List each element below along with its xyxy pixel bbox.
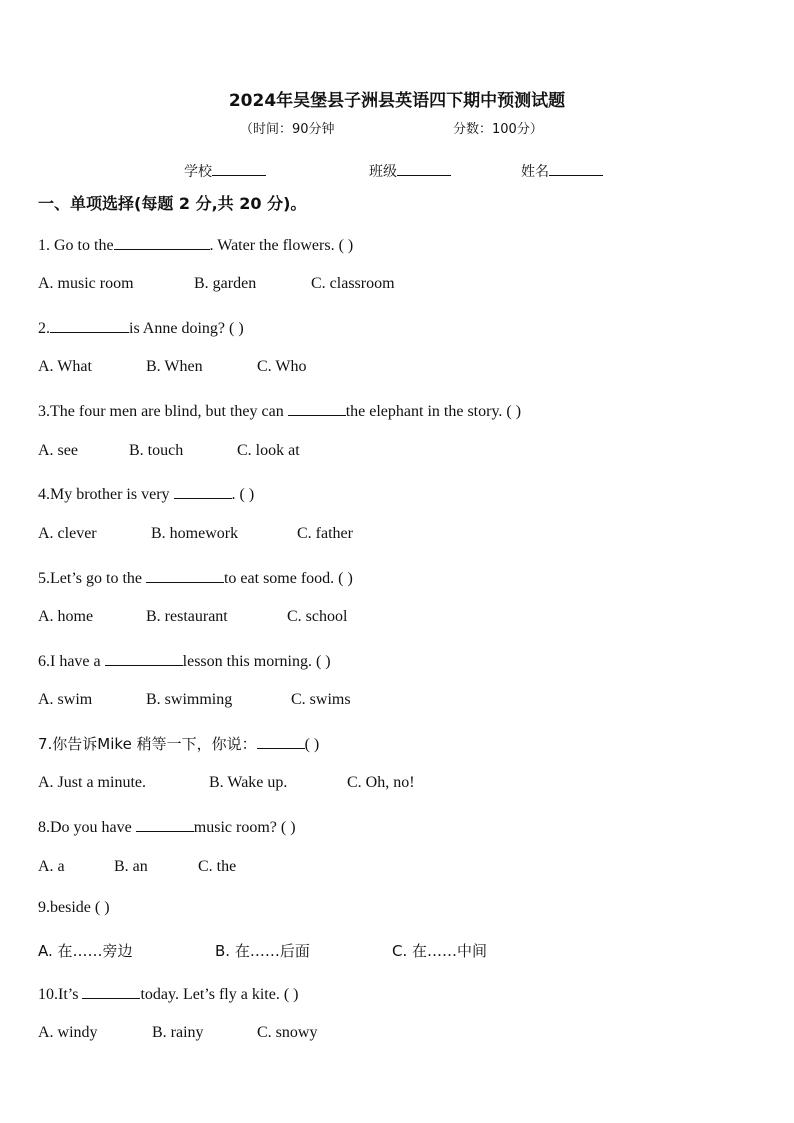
option-c[interactable]: C. school xyxy=(287,608,348,625)
answer-blank[interactable] xyxy=(146,567,224,583)
page-title: 2024年吴堡县子洲县英语四下期中预测试题 xyxy=(228,91,566,111)
question-7 xyxy=(38,733,319,754)
question-text: 2. xyxy=(38,320,50,337)
question-1 xyxy=(38,234,353,255)
option-c[interactable]: C. snowy xyxy=(257,1024,318,1041)
option-a[interactable]: A. a xyxy=(38,858,65,875)
option-b[interactable]: B. rainy xyxy=(152,1024,204,1041)
option-b[interactable]: B. When xyxy=(146,358,203,375)
option-a[interactable]: A. swim xyxy=(38,691,93,708)
class-label: 班级 xyxy=(369,164,397,180)
question-text: today. Let’s fly a kite. ( ) xyxy=(140,986,299,1003)
question-5 xyxy=(38,567,353,588)
option-b[interactable]: B. an xyxy=(114,858,148,875)
question-10 xyxy=(38,983,298,1004)
school-blank[interactable] xyxy=(212,161,266,176)
question-6 xyxy=(38,650,331,671)
answer-blank[interactable] xyxy=(288,400,346,416)
question-9 xyxy=(38,899,110,917)
question-2 xyxy=(38,317,244,338)
exam-info xyxy=(240,118,543,137)
option-b[interactable]: B. garden xyxy=(194,275,257,292)
question-text: . ( ) xyxy=(231,486,255,503)
option-c[interactable]: C. look at xyxy=(237,442,300,459)
name-blank[interactable] xyxy=(549,161,603,176)
question-text: 7.你告诉Mike 稍等一下，你说： xyxy=(38,735,257,753)
question-text: music room? ( ) xyxy=(193,819,296,836)
question-text: 5.Let’s go to the xyxy=(38,570,146,587)
option-a[interactable]: A. Just a minute. xyxy=(38,774,146,791)
option-b[interactable]: B. 在……后面 xyxy=(215,942,310,960)
question-text: 3.The four men are blind, but they can xyxy=(38,403,288,420)
option-c[interactable]: C. Oh, no! xyxy=(347,774,415,791)
question-text: lesson this morning. ( ) xyxy=(182,653,331,670)
option-a[interactable]: A. 在……旁边 xyxy=(38,942,133,960)
question-text: 10.It’s xyxy=(38,986,83,1003)
section-heading: 一、单项选择(每题 2 分,共 20 分)。 xyxy=(38,194,307,213)
option-a[interactable]: A. windy xyxy=(38,1024,98,1041)
question-text: to eat some food. ( ) xyxy=(223,570,353,587)
question-text: 6.I have a xyxy=(38,653,105,670)
question-text: 4.My brother is very xyxy=(38,486,174,503)
question-text: ( ) xyxy=(304,736,320,753)
question-text: . Water the flowers. ( ) xyxy=(209,237,354,254)
exam-time: （时间：90分钟 xyxy=(240,122,335,137)
option-a[interactable]: A. see xyxy=(38,442,78,459)
name-label: 姓名 xyxy=(521,164,549,180)
question-3 xyxy=(38,400,521,421)
option-a[interactable]: A. clever xyxy=(38,525,97,542)
question-text: 8.Do you have xyxy=(38,819,136,836)
school-field[interactable] xyxy=(184,161,266,181)
answer-blank[interactable] xyxy=(174,483,232,499)
option-b[interactable]: B. homework xyxy=(151,525,239,542)
answer-blank[interactable] xyxy=(114,234,210,250)
option-c[interactable]: C. classroom xyxy=(311,275,395,292)
question-text: is Anne doing? ( ) xyxy=(129,320,244,337)
option-a[interactable]: A. home xyxy=(38,608,94,625)
answer-blank[interactable] xyxy=(82,983,140,999)
option-c[interactable]: C. Who xyxy=(257,358,307,375)
answer-blank[interactable] xyxy=(105,650,183,666)
exam-score: 分数：100分） xyxy=(453,122,543,137)
option-b[interactable]: B. swimming xyxy=(146,691,233,708)
answer-blank[interactable] xyxy=(257,733,305,749)
answer-blank[interactable] xyxy=(50,317,129,333)
question-4 xyxy=(38,483,254,504)
option-c[interactable]: C. 在……中间 xyxy=(392,942,488,960)
name-field[interactable] xyxy=(521,161,603,181)
option-c[interactable]: C. swims xyxy=(291,691,351,708)
question-text: the elephant in the story. ( ) xyxy=(345,403,522,420)
question-text: 9.beside ( ) xyxy=(38,899,110,916)
option-b[interactable]: B. restaurant xyxy=(146,608,228,625)
option-c[interactable]: C. father xyxy=(297,525,353,542)
option-b[interactable]: B. touch xyxy=(129,442,184,459)
student-info-fields xyxy=(0,161,794,181)
question-text: 1. Go to the xyxy=(38,237,114,254)
class-blank[interactable] xyxy=(397,161,451,176)
option-c[interactable]: C. the xyxy=(198,858,237,875)
option-a[interactable]: A. What xyxy=(38,358,92,375)
class-field[interactable] xyxy=(369,161,451,181)
school-label: 学校 xyxy=(184,164,212,180)
option-a[interactable]: A. music room xyxy=(38,275,134,292)
question-8 xyxy=(38,816,296,837)
answer-blank[interactable] xyxy=(136,816,194,832)
option-b[interactable]: B. Wake up. xyxy=(209,774,288,791)
